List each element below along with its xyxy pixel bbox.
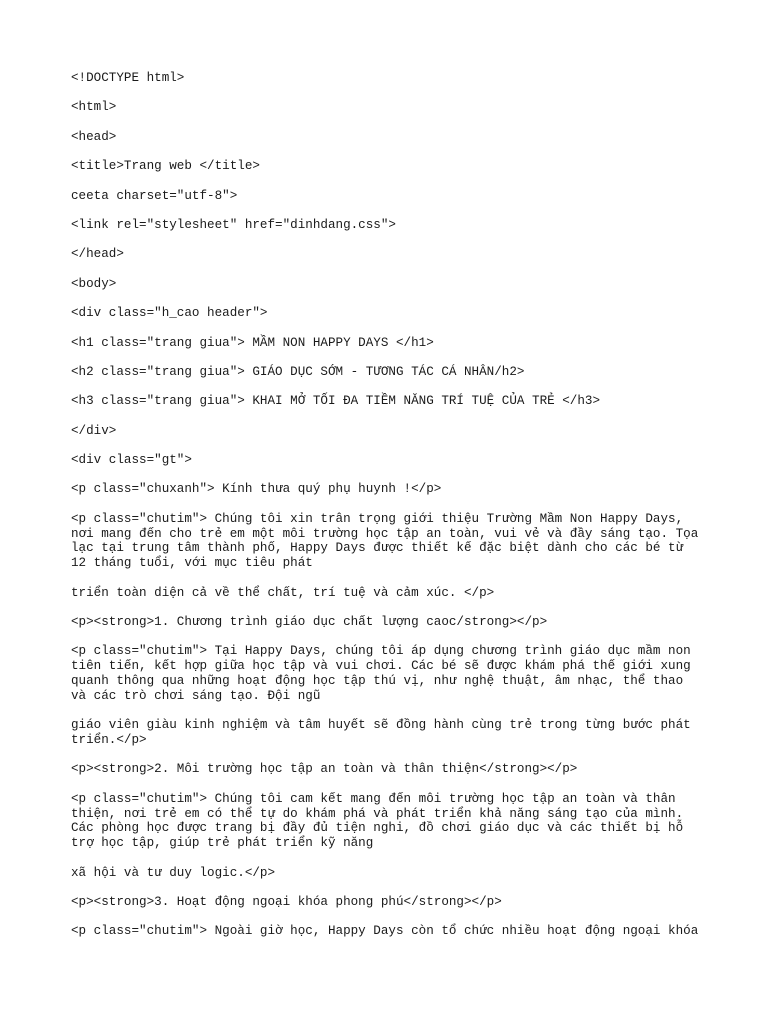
code-line-stylesheet-link: <link rel="stylesheet" href="dinhdang.css"> <box>71 217 396 232</box>
code-line-section-3-heading: <p><strong>3. Hoạt động ngoại khóa phong phú</strong></p> <box>71 894 502 909</box>
code-line-intro-paragraph: <p class="chutim"> Chúng tôi xin trân trọng giới thiệu Trường Mầm Non Happy Days, nơi mang đến cho trẻ em một môi trường học tập an toàn, vui vẻ và đầy sáng tạo. Tọa lạc tại trung tâm thành phố, Happy Days được thiết kế đặc biệt dành cho các bé từ 12 tháng tuổi, với mục tiêu phát <box>71 511 706 571</box>
code-line-h1: <h1 class="trang giua"> MẦM NON HAPPY DAYS </h1> <box>71 335 434 350</box>
code-line-gt-div: <div class="gt"> <box>71 453 192 468</box>
document-content <box>71 71 706 954</box>
code-line-section-2-continuation: xã hội và tư duy logic.</p> <box>71 865 276 880</box>
code-line-charset: ceeta charset="utf-8"> <box>71 188 238 203</box>
code-line-h3: <h3 class="trang giua"> KHAI MỞ TỐI ĐA TIỀM NĂNG TRÍ TUỆ CỦA TRẺ </h3> <box>71 394 601 409</box>
code-line-div-close: </div> <box>71 423 117 438</box>
code-line-greeting: <p class="chuxanh"> Kính thưa quý phụ huynh !</p> <box>71 482 442 497</box>
code-line-h2: <h2 class="trang giua"> GIÁO DỤC SỚM - TƯƠNG TÁC CÁ NHÂN/h2> <box>71 364 525 379</box>
code-line-header-div: <div class="h_cao header"> <box>71 306 268 321</box>
code-line-section-2-heading: <p><strong>2. Môi trường học tập an toàn và thân thiện</strong></p> <box>71 762 578 777</box>
code-line-section-1-paragraph: <p class="chutim"> Tại Happy Days, chúng tôi áp dụng chương trình giáo dục mầm non tiên tiến, kết hợp giữa học tập và vui chơi. Các bé sẽ được khám phá thế giới xung quanh thông qua những hoạt động học tập thú vị, như nghệ thuật, âm nhạc, thể thao và các trò chơi sáng tạo. Đội ngũ <box>71 644 699 703</box>
code-line-section-2-paragraph: <p class="chutim"> Chúng tôi cam kết mang đến môi trường học tập an toàn và thân thiện, nơi trẻ em có thể tự do khám phá và phát triển khả năng sáng tạo của mình. Các phòng học được trang bị đầy đủ tiện nghi, đồ chơi giáo dục và các thiết bị hỗ trợ học tập, giúp trẻ phát triển kỹ năng <box>71 791 691 851</box>
code-line-body-open: <body> <box>71 276 117 291</box>
code-line-section-1-heading: <p><strong>1. Chương trình giáo dục chất lượng caoc/strong></p> <box>71 615 548 630</box>
code-line-section-3-paragraph: <p class="chutim"> Ngoài giờ học, Happy Days còn tổ chức nhiều hoạt động ngoại khóa <box>71 924 699 939</box>
code-line-head-close: </head> <box>71 247 124 262</box>
code-line-title: <title>Trang web </title> <box>71 159 260 174</box>
code-line-head-open: <head> <box>71 129 117 144</box>
code-line-doctype: <!DOCTYPE html> <box>71 71 185 85</box>
code-line-html-open: <html> <box>71 100 117 115</box>
code-line-section-1-continuation: giáo viên giàu kinh nghiệm và tâm huyết sẽ đồng hành cùng trẻ trong từng bước phát triển.</p> <box>71 718 699 747</box>
code-line-intro-continuation: triển toàn diện cả về thể chất, trí tuệ và cảm xúc. </p> <box>71 585 495 600</box>
